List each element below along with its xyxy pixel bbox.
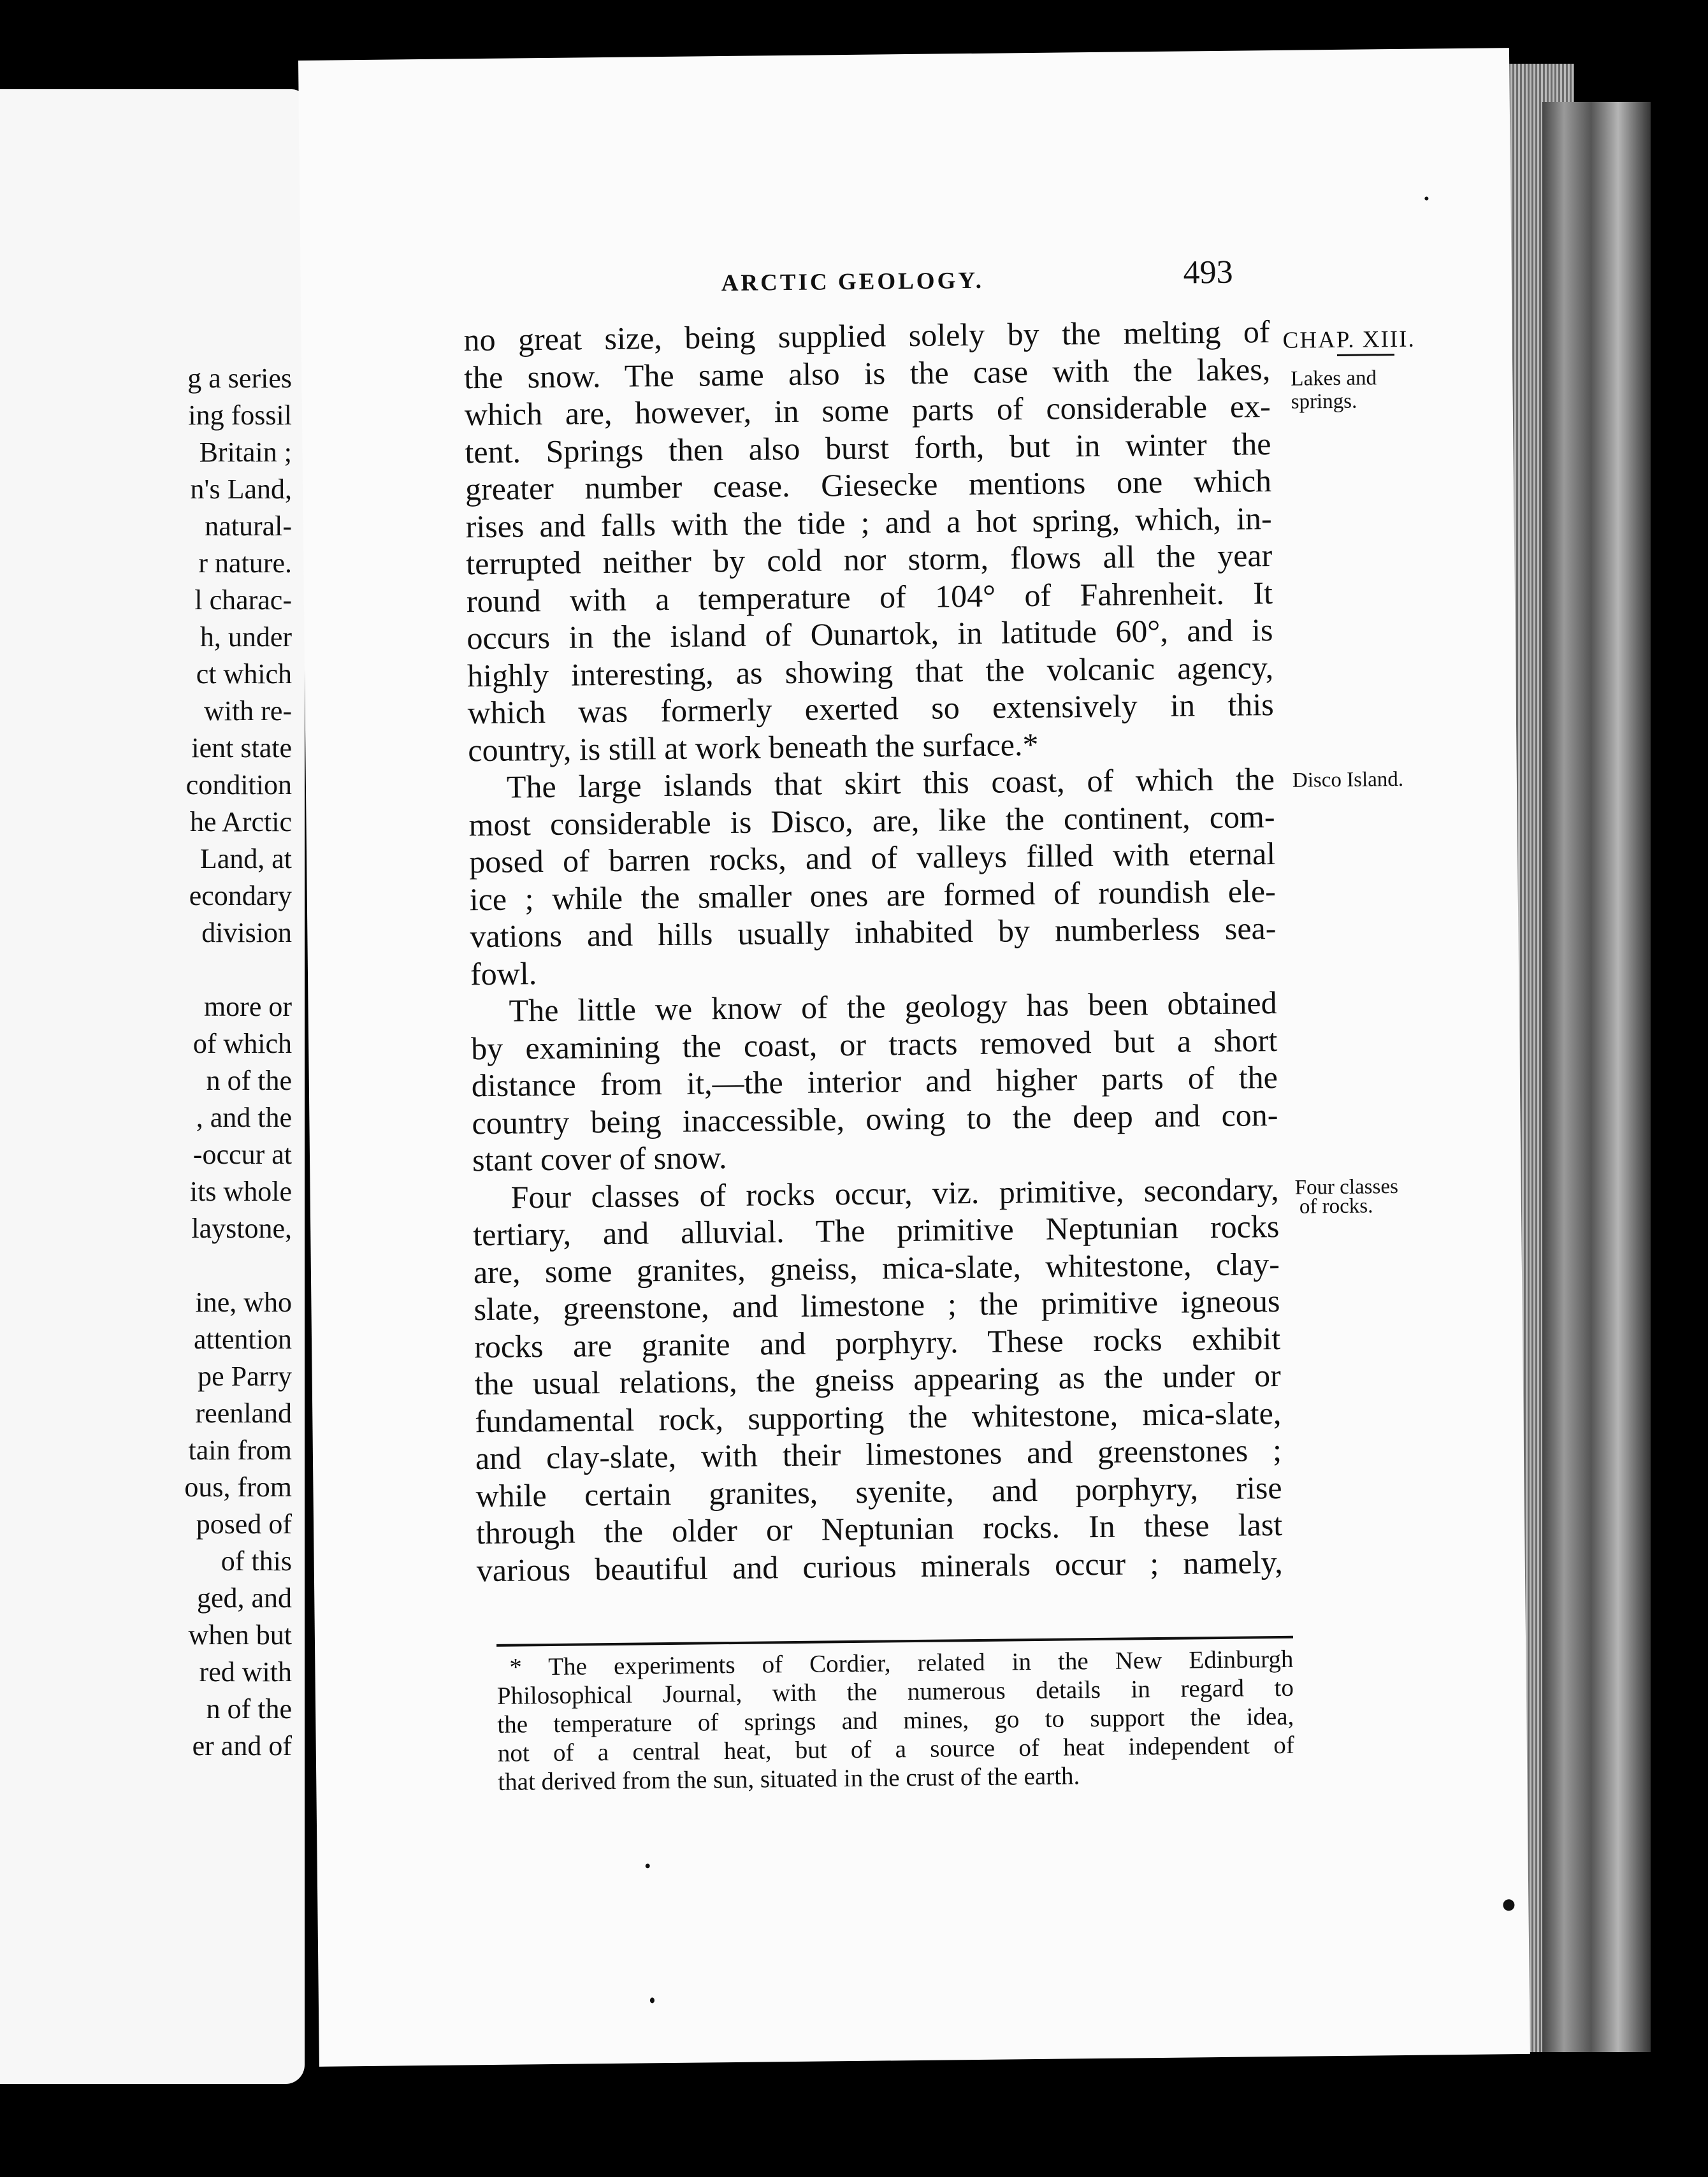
text-line: ice ; while the smaller ones are formed of roundish ele- — [469, 872, 1277, 917]
text-line: The large islands that skirt this coast, of which the — [506, 761, 1275, 805]
left-page-line: ine, who — [195, 1287, 292, 1318]
left-page-line: tain from — [188, 1435, 292, 1466]
text-line: Four classes of rocks occur, viz. primitive, secondary, — [510, 1171, 1279, 1215]
left-page-line: r nature. — [198, 547, 292, 579]
text-line: vations and hills usually inhabited by numberless sea- — [470, 910, 1277, 955]
left-page-line: red with — [199, 1656, 292, 1688]
text-line: stant cover of snow. — [472, 1139, 727, 1178]
text-line: tertiary, and alluvial. The primitive Neptunian rocks — [473, 1208, 1280, 1253]
text-line: fundamental rock, supporting the whitestone, mica-slate, — [475, 1394, 1282, 1439]
ink-speck — [650, 1997, 655, 2003]
left-page-line: condition — [185, 769, 292, 800]
left-page-line: laystone, — [191, 1213, 292, 1244]
footnote-line: that derived from the sun, situated in the crust of the earth. — [498, 1762, 1080, 1796]
left-page-line: g a series — [187, 363, 292, 394]
left-page-line: with re- — [203, 695, 292, 727]
left-page — [0, 89, 305, 2084]
text-line: and clay-slate, with their limestones and greenstones ; — [475, 1431, 1282, 1477]
ink-speck — [646, 1863, 650, 1868]
ink-speck — [1503, 1899, 1514, 1911]
left-page-line: Britain ; — [199, 437, 292, 468]
right-page — [298, 48, 1530, 2067]
text-line: greater number cease. Giesecke mentions one which — [465, 463, 1272, 507]
left-page-line: ged, and — [196, 1582, 292, 1614]
text-line: rocks are granite and porphyry. These rocks exhibit — [474, 1320, 1281, 1364]
running-head: ARCTIC GEOLOGY. — [721, 267, 985, 297]
text-line: the snow. The same also is the case with the lakes, — [463, 351, 1271, 395]
left-page-line: of this — [221, 1545, 292, 1577]
left-page-line: n of the — [206, 1065, 292, 1096]
left-page-line: n's Land, — [190, 474, 292, 505]
left-page-line: ing fossil — [188, 400, 292, 431]
sidenote-lakes-line1: Lakes and — [1291, 366, 1377, 391]
text-line: posed of barren rocks, and of valleys filled with eternal — [468, 835, 1276, 880]
text-line: slate, greenstone, and limestone ; the primitive igneous — [474, 1282, 1280, 1327]
left-page-line: ient state — [191, 732, 292, 763]
left-page-line: econdary — [189, 880, 292, 911]
text-line: The little we know of the geology has been obtained — [509, 985, 1277, 1029]
text-line: no great size, being supplied solely by the melting of — [463, 314, 1270, 358]
text-line: are, some granites, gneiss, mica-slate, whitestone, clay- — [473, 1245, 1280, 1290]
text-line: rises and falls with the tide ; and a hot spring, which, in- — [465, 500, 1272, 544]
left-page-line: natural- — [205, 510, 292, 542]
left-page-line: posed of — [196, 1508, 292, 1540]
text-line: by examining the coast, or tracts removed but a short — [470, 1022, 1278, 1066]
text-line: tent. Springs then also burst forth, but in winter the — [465, 425, 1271, 470]
footnote-line: the temperature of springs and mines, go to support the idea, — [497, 1702, 1294, 1739]
book-cover-edge — [1542, 102, 1651, 2052]
footnote-line: Philosophical Journal, with the numerous details in regard to — [496, 1674, 1294, 1710]
left-page-line: n of the — [206, 1693, 292, 1725]
text-line: distance from it,—the interior and higher parts of the — [471, 1059, 1278, 1104]
left-page-line: division — [201, 917, 292, 948]
text-line: which was formerly exerted so extensively in this — [467, 686, 1274, 731]
text-line: occurs in the island of Ounartok, in latitude 60°, and is — [467, 612, 1273, 656]
sidenote-lakes-line2: springs. — [1291, 389, 1357, 414]
text-line: the usual relations, the gneiss appearing as the under or — [474, 1357, 1281, 1402]
left-page-line: he Arctic — [189, 806, 292, 837]
left-page-line: pe Parry — [198, 1361, 292, 1392]
footnote-rule — [496, 1636, 1293, 1647]
text-line: which are, however, in some parts of considerable ex- — [464, 388, 1271, 433]
text-line: country, is still at work beneath the surface.* — [468, 726, 1039, 768]
left-page-line: ct which — [196, 658, 292, 690]
left-page-line: l charac- — [194, 584, 292, 616]
text-line: fowl. — [470, 955, 537, 992]
page-number: 493 — [1183, 254, 1233, 291]
left-page-line: of which — [192, 1028, 292, 1059]
text-line: country being inaccessible, owing to the deep and con- — [472, 1096, 1278, 1141]
left-page-line: er and of — [192, 1730, 292, 1761]
text-line: various beautiful and curious minerals occur ; namely, — [476, 1544, 1284, 1588]
sidenote-four-line1: Four classes — [1294, 1175, 1399, 1199]
footnote-line: * The experiments of Cordier, related in the New Edinburgh — [509, 1645, 1294, 1681]
body-text — [463, 313, 1283, 1589]
text-line: most considerable is Disco, are, like the continent, com- — [468, 798, 1275, 843]
ink-speck — [1424, 196, 1428, 200]
left-page-line: , and the — [196, 1102, 292, 1133]
left-page-line: attention — [194, 1324, 292, 1355]
left-page-line: ous, from — [184, 1472, 292, 1503]
background-shadow — [1651, 0, 1708, 2177]
sidenote-disco: Disco Island. — [1292, 767, 1404, 792]
footnote — [496, 1645, 1294, 1797]
footnote-line: not of a central heat, but of a source of heat independent of — [497, 1731, 1294, 1767]
left-page-line: h, under — [199, 621, 292, 653]
chapter-rule — [1337, 354, 1394, 356]
left-page-line: -occur at — [192, 1139, 292, 1170]
chapter-sidenote: CHAP. XIII. — [1282, 326, 1415, 354]
sidenote-four-line2: of rocks. — [1299, 1194, 1373, 1219]
text-line: highly interesting, as showing that the volcanic agency, — [467, 649, 1274, 693]
left-page-line: its whole — [189, 1176, 292, 1207]
text-line: round with a temperature of 104° of Fahrenheit. It — [466, 574, 1273, 619]
left-page-line: reenland — [195, 1398, 292, 1429]
left-page-line: when but — [188, 1619, 292, 1651]
text-line: terrupted neither by cold nor storm, flows all the year — [465, 537, 1273, 582]
left-page-line: more or — [203, 991, 292, 1022]
text-line: while certain granites, syenite, and porphyry, rise — [475, 1469, 1282, 1514]
text-line: through the older or Neptunian rocks. In these last — [475, 1506, 1283, 1551]
left-page-line: Land, at — [199, 843, 292, 874]
